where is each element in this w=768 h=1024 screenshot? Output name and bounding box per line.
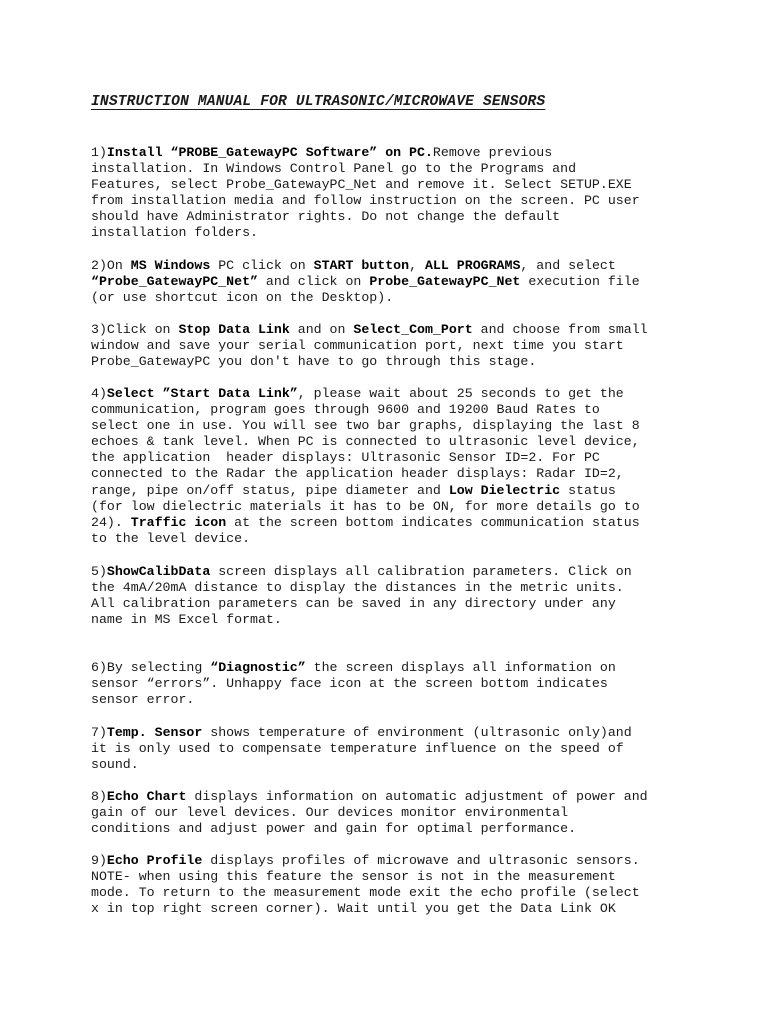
text-run: sound.	[91, 757, 139, 773]
instruction-step-1	[91, 145, 691, 242]
text-run: execution file	[520, 274, 640, 290]
text-run: 7)	[91, 725, 107, 740]
text-line	[91, 466, 691, 482]
text-line	[91, 177, 691, 193]
text-run: 4)	[91, 386, 107, 401]
text-run: ,	[409, 258, 425, 273]
text-line	[91, 193, 691, 209]
text-line	[91, 434, 691, 450]
text-line	[91, 338, 691, 354]
text-run: gain of our level devices. Our devices monitor environmental	[91, 805, 569, 821]
text-run: , and select	[520, 258, 616, 273]
text-line	[91, 741, 691, 757]
text-run: x in top right screen corner). Wait until you get the Data Link OK	[91, 901, 616, 917]
text-run: Probe_GatewayPC you don't have to go through this stage.	[91, 354, 537, 370]
text-line	[91, 676, 691, 692]
bold-text: Traffic icon	[130, 514, 227, 530]
text-run: (for low dielectric materials it has to be ON, for more details go to	[91, 498, 640, 514]
text-run: 6)By selecting	[91, 660, 211, 675]
text-line	[91, 258, 691, 274]
text-run: and click on	[257, 274, 370, 290]
text-run: sensor error.	[91, 692, 195, 708]
text-line	[91, 885, 691, 901]
instruction-step-8	[91, 789, 691, 837]
text-line	[91, 757, 691, 773]
text-run: mode. To return to the measurement mode exit the echo profile (select	[91, 885, 640, 901]
text-run: should have Administrator rights. Do not change the default	[91, 209, 561, 225]
text-line	[91, 725, 691, 741]
text-run: at the screen bottom indicates communication status	[226, 514, 640, 530]
document-title: INSTRUCTION MANUAL FOR ULTRASONIC/MICROWAVE SENSORS	[91, 94, 546, 110]
text-run: displays information on automatic adjustment of power and	[186, 789, 648, 804]
bold-text: ShowCalibData	[106, 564, 211, 579]
text-run: 5)	[91, 564, 107, 579]
text-line	[91, 274, 691, 290]
text-run: installation folders.	[91, 225, 258, 241]
text-run: conditions and adjust power and gain for optimal performance.	[91, 821, 577, 837]
text-run: PC click on	[210, 258, 314, 273]
text-run: echoes & tank level. When PC is connected to ultrasonic level device,	[91, 434, 640, 450]
text-line	[91, 564, 691, 580]
text-run: it is only used to compensate temperature influence on the speed of	[91, 741, 624, 757]
text-line	[91, 450, 691, 466]
text-run: the application header displays: Ultrasonic Sensor ID=2. For PC	[91, 450, 600, 466]
bold-text: Select ”Start Data Link”	[106, 386, 298, 401]
text-run: (or use shortcut icon on the Desktop).	[91, 290, 394, 306]
text-line	[91, 386, 691, 402]
text-line	[91, 290, 691, 306]
instruction-step-5	[91, 564, 691, 628]
text-run: Remove previous	[432, 145, 553, 160]
text-run: shows temperature of environment (ultrasonic only)and	[202, 725, 632, 740]
bold-text: Probe_GatewayPC_Net	[369, 274, 521, 290]
instruction-step-3	[91, 322, 691, 370]
bold-text: Select_Com_Port	[353, 322, 473, 337]
text-line	[91, 853, 691, 869]
text-run: screen displays all calibration parameters. Click on	[210, 564, 632, 579]
bold-text: “Probe_GatewayPC_Net”	[91, 274, 258, 290]
instruction-step-2	[91, 258, 691, 306]
text-run: 9)	[91, 853, 107, 868]
instruction-step-7	[91, 725, 691, 773]
text-run: 3)Click on	[91, 322, 179, 337]
text-line	[91, 515, 691, 531]
text-line	[91, 483, 691, 499]
text-run: 2)On	[91, 258, 131, 273]
text-run: the screen displays all information on	[305, 660, 616, 675]
text-line	[91, 869, 691, 885]
text-line	[91, 821, 691, 837]
text-line	[91, 225, 691, 241]
text-run: to the level device.	[91, 530, 251, 546]
text-run: and choose from small	[472, 322, 648, 337]
text-run: connected to the Radar the application header displays: Radar ID=2,	[91, 466, 624, 482]
bold-text: Install “PROBE_GatewayPC Software” on PC.	[106, 145, 433, 160]
bold-text: Temp. Sensor	[106, 725, 203, 740]
text-run: and on	[289, 322, 354, 337]
bold-text: Low Dielectric	[448, 482, 561, 498]
text-line	[91, 692, 691, 708]
instruction-step-6	[91, 660, 691, 708]
text-run: , please wait about 25 seconds to get the	[297, 386, 624, 401]
text-run: 24).	[91, 514, 131, 530]
text-line	[91, 161, 691, 177]
text-run: All calibration parameters can be saved in any directory under any	[91, 596, 616, 612]
text-line	[91, 418, 691, 434]
text-run: communication, program goes through 9600 and 19200 Baud Rates to	[91, 402, 600, 418]
text-run: the 4mA/20mA distance to display the distances in the metric units.	[91, 580, 624, 596]
text-run: 8)	[91, 789, 107, 804]
text-run: from installation media and follow instruction on the screen. PC user	[91, 193, 640, 209]
text-line	[91, 612, 691, 628]
text-run: sensor “errors”. Unhappy face icon at the screen bottom indicates	[91, 676, 608, 692]
bold-text: Echo Chart	[106, 789, 187, 804]
text-run: status	[560, 482, 616, 498]
bold-text: “Diagnostic”	[210, 660, 306, 675]
instruction-step-4	[91, 386, 691, 547]
text-run: displays profiles of microwave and ultrasonic sensors.	[202, 853, 640, 868]
text-line	[91, 531, 691, 547]
text-line	[91, 789, 691, 805]
text-line	[91, 322, 691, 338]
text-line	[91, 660, 691, 676]
text-line	[91, 596, 691, 612]
text-run: installation. In Windows Control Panel go to the Programs and	[91, 161, 577, 177]
text-line	[91, 402, 691, 418]
text-line	[91, 580, 691, 596]
bold-text: MS Windows	[130, 258, 211, 273]
bold-text: START button	[313, 258, 410, 273]
text-line	[91, 354, 691, 370]
bold-text: ALL PROGRAMS	[424, 258, 521, 273]
text-line	[91, 499, 691, 515]
text-line	[91, 145, 691, 161]
instruction-step-9	[91, 853, 691, 917]
text-line	[91, 209, 691, 225]
text-line	[91, 805, 691, 821]
text-run: window and save your serial communication port, next time you start	[91, 338, 624, 354]
bold-text: Echo Profile	[106, 853, 203, 868]
text-run: select one in use. You will see two bar graphs, displaying the last 8	[91, 418, 640, 434]
text-run: 1)	[91, 145, 107, 160]
bold-text: Stop Data Link	[178, 322, 290, 337]
text-run: Features, select Probe_GatewayPC_Net and remove it. Select SETUP.EXE	[91, 177, 632, 193]
text-run: name in MS Excel format.	[91, 612, 282, 628]
text-run: range, pipe on/off status, pipe diameter and	[91, 482, 449, 498]
text-line	[91, 901, 691, 917]
text-run: NOTE- when using this feature the sensor is not in the measurement	[91, 869, 616, 885]
